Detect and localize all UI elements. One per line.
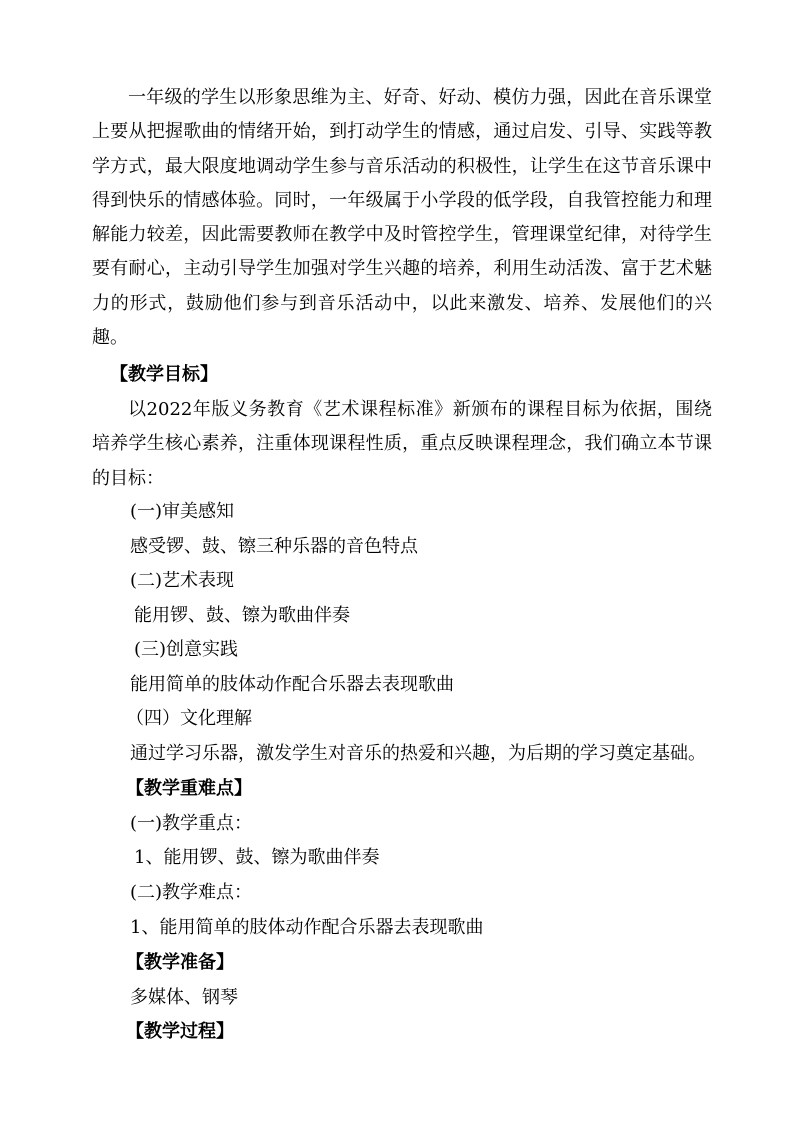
objective-label-culture: （四）文化理解 <box>126 708 252 729</box>
key-points-heading: 【教学重难点】 <box>126 778 252 799</box>
key-point-item: 1、能用锣、鼓、镲为歌曲伴奏 <box>134 847 380 868</box>
preparation-heading: 【教学准备】 <box>126 952 234 973</box>
objectives-heading: 【教学目标】 <box>110 364 218 385</box>
preparation-text: 多媒体、钢琴 <box>130 987 238 1008</box>
objective-label-practice: (三)创意实践 <box>134 639 239 660</box>
objective-text-culture: 通过学习乐器，激发学生对音乐的热爱和兴趣，为后期的学习奠定基础。 <box>130 743 706 764</box>
intro-paragraph: 一年级的学生以形象思维为主、好奇、好动、模仿力强，因此在音乐课堂上要从把握歌曲的情绪开始，到打动学生的情感，通过启发、引导、实践等教学方式，最大限度地调动学生参与音乐活动的积极性，让学生在这节音乐课中得到快乐的情感体验。同时，一年级属于小学段的低学段，自我管控能力和理解能力较差，因此需要教师在教学中及时管控学生，管理课堂纪律，对待学生要有耐心，主动引导学生加强对学生兴趣的培养，利用生动活泼、富于艺术魅力的形式，鼓励他们参与到音乐活动中，以此来激发、培养、发展他们的兴趣。 <box>92 87 712 349</box>
key-point-label: (一)教学重点： <box>130 813 253 834</box>
difficult-point-label: (二)教学难点： <box>130 882 253 903</box>
objective-text-aesthetic: 感受锣、鼓、镲三种乐器的音色特点 <box>130 536 418 557</box>
objective-label-aesthetic: (一)审美感知 <box>130 501 235 522</box>
objective-label-expression: (二)艺术表现 <box>130 570 235 591</box>
difficult-point-item: 1、能用简单的肢体动作配合乐器去表现歌曲 <box>130 917 484 938</box>
process-heading: 【教学过程】 <box>126 1021 234 1042</box>
objectives-intro: 以2022年版义务教育《艺术课程标准》新颁布的课程目标为依据，围绕培养学生核心素养，注重体现课程性质，重点反映课程理念，我们确立本节课的目标： <box>92 399 712 489</box>
objective-text-practice: 能用简单的肢体动作配合乐器去表现歌曲 <box>130 674 454 695</box>
objective-text-expression: 能用锣、鼓、镲为歌曲伴奏 <box>134 605 350 626</box>
